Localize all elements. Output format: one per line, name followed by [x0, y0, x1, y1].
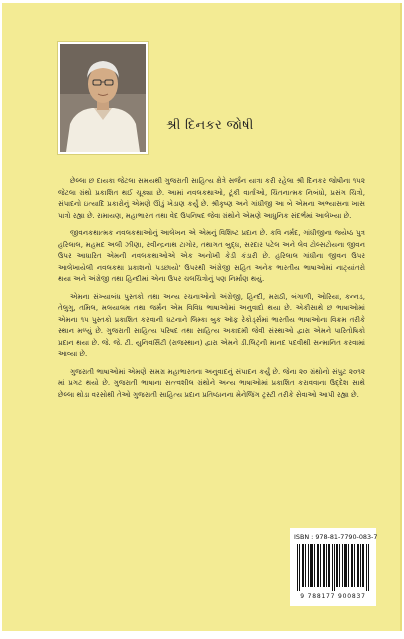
author-portrait-image [60, 44, 146, 152]
author-bio [58, 175, 365, 406]
bio-paragraph: છેલ્લા છ દાયકા જેટલા સમયથી ગુજરાતી સાહિત્ય ક્ષેત્રે સર્જન યાત્રા કરી રહેલા શ્રી દિનકર જોષીના ૧૫૨ જેટલા ગ્રંથો પ્રકાશિત થઈ ચૂક્યા છે. આમાં નવલકથાઓ, ટૂંકી વાર્તાઓ, ચિંતનાત્મક નિબંધો, પ્રસંગ ચિત્રો, સંપાદનો ઇત્યાદિ પ્રકારોનું એમણે ઊંડું ખેડાણ કર્યું છે. શ્રીકૃષ્ણ અને ગાંધીજી આ બે એમના અભ્યાસના ખાસ પાત્રો રહ્યા છે. રામાયણ, મહાભારત તથા વેદ ઉપનિષદ જેવા ગ્રંથોને એમણે આધુનિક સંદર્ભમાં આલેખ્યા છે. [58, 176, 365, 220]
author-photo [58, 42, 148, 154]
bio-paragraph: જીવનકથાત્મક નવલકથાઓનું આલેખન એ એમનું વિશિષ્ટ પ્રદાન છે. કવિ નર્મદ, ગાંધીજીના જ્યેષ્ઠ પુત્ર હરિલાલ, મહમદ અલી ઝીણા, રવીન્દ્રનાથ ટાગોર, તથાગત બુદ્ધ, સરદાર પટેલ અને લેવ ટોલ્સટોયના જીવન ઉપર આધારિત એમની નવલકથાઓએ એક અનોખી કેડી કંડારી છે. હરિલાલ ગાંધીના જીવન ઉપર આલેખાયેલી નવલકથા પ્રકાશનો પડછાયો' ઉપરથી અંગ્રેજી સહિત અનેક ભારતીય ભાષાઓમાં નાટ્યાંતરો થયા અને અંગ્રેજી તથા હિન્દીમાં એના ઉપર ચલચિત્રોનું પણ નિર્માણ થયું. [58, 228, 365, 283]
bio-paragraph: એમના સંખ્યાબંધ પુસ્તકો તથા અન્ય રચનાઓનો અંગ્રેજી, હિન્દી, મરાઠી, બંગાળી, ઓરિયા, કન્નડ, તેલુગુ, તમિલ, મલયાલમ તથા જર્મન એમ વિવિધ ભાષાઓમાં અનુવાદો થયા છે. એકીસાથે છ ભાષાઓમાં એમના ૧૫ પુસ્તકો પ્રકાશિત કરવાની ઘટનાને લિમ્કા બુક ઑફ રેકોર્ડ્સમાં ભારતીય ભાષાઓના વિક્રમ તરીકે સ્થાન મળ્યું છે. ગુજરાતી સાહિત્ય પરિષદ તથા સાહિત્ય અકાદમી જેવી સંસ્થાઓ દ્વારા એમને પારિતોષિકો પ્રદાન થયા છે. જે. જે. ટી. યુનિવર્સિટી (રાજસ્થાન) દ્વારા એમને ડી.લિટ્ની માનદ પદવીથી સન્માનિત કરવામાં આવ્યા છે. [58, 291, 365, 358]
barcode-icon [297, 544, 369, 591]
barcode-panel [290, 528, 376, 606]
back-cover [2, 3, 402, 631]
isbn-label: ISBN : 978-81-7790-083-7 [294, 533, 378, 541]
author-name: શ્રી દિનકર જોષી [166, 118, 254, 133]
barcode-number: 9 788177 900837 [300, 593, 366, 600]
bio-paragraph: ગુજરાતી ભાષાઓમાં એમણે સમગ્ર મહાભારતના અનુવાદનું સંપાદન કર્યું છે. જેના ૨૦ ગ્રંથોનો સંપુટ ૨૦૧૨ માં પ્રગટ થયો છે. ગુજરાતી ભાષાના સત્ત્વશીલ ગ્રંથોને અન્ય ભાષાઓમાં પ્રકાશિત કરાવવાના ઉદ્દેશ સાથે છેલ્લા થોડા વરસોથી તેઓ ગુજરાતી સાહિત્ય પ્રદાન પ્રતિષ્ઠાનના મેનેજિંગ ટ્રસ્ટી તરીકે સેવાઓ આપી રહ્યા છે. [58, 366, 365, 399]
